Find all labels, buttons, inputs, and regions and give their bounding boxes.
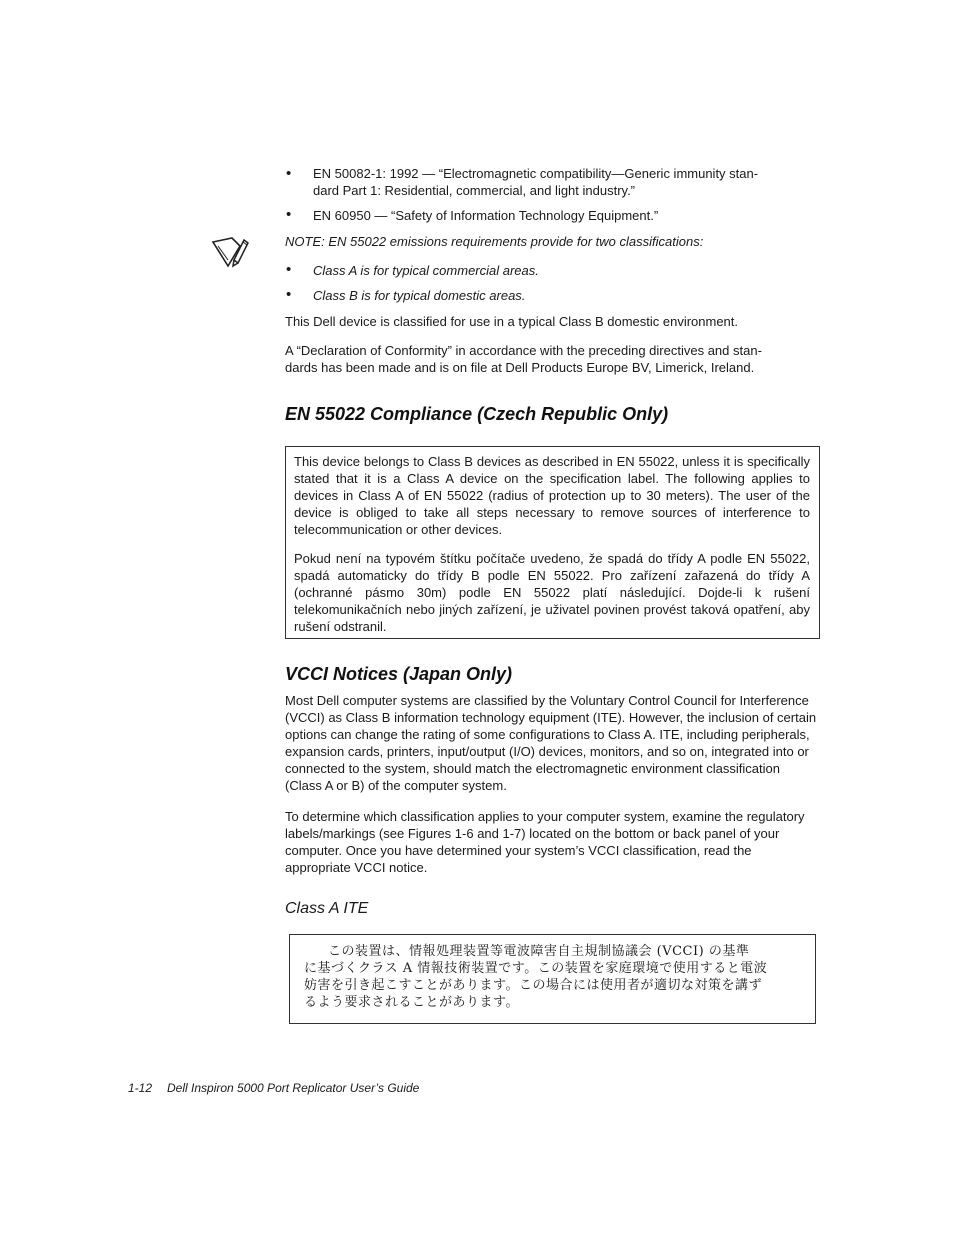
- list-item: [313, 207, 813, 224]
- class-b-paragraph: This Dell device is classified for use in a typical Class B domestic environment.: [285, 314, 739, 329]
- english-notice-text: This device belongs to Class B devices as described in EN 55022, unless it is specifically stated that it is a Class A device on the specification label. The following applies to devices in Class A of EN 55022 (radius of protection up to 30 meters). The user of the device is obliged to take all steps necessary to remove sources of interference to telecommunication or other devices.: [294, 454, 810, 537]
- class-a-heading: Class A ITE: [285, 900, 369, 917]
- note-text: NOTE: EN 55022 emissions requirements provide for two classifications:: [285, 234, 704, 249]
- paragraph-line: dards has been made and is on file at Dell Products Europe BV, Limerick, Ireland.: [285, 360, 755, 375]
- note-list-item: Class B is for typical domestic areas.: [313, 288, 526, 303]
- vcci-paragraph-1: Most Dell computer systems are classified by the Voluntary Control Council for Interference (VCCI) as Class B information technology equipment (ITE). However, the inclusion of certain options can change the rating of some configurations to Class A. ITE, including peripherals, expansion cards, printers, input/output (I/O) devices, monitors, and so on, integrated into or connected to the system, should match the electromagnetic environment classification (Class A or B) of the computer system.: [285, 693, 817, 793]
- vcci-paragraph-2: To determine which classification applies to your computer system, examine the regulatory labels/markings (see Figures 1-6 and 1-7) located on the bottom or back panel of your computer. Once you have determined your system’s VCCI classification, read the appropriate VCCI notice.: [285, 809, 805, 875]
- note-list-item: Class A is for typical commercial areas.: [313, 263, 539, 278]
- footer-title: Dell Inspiron 5000 Port Replicator User’s Guide: [167, 1081, 420, 1095]
- japanese-notice-line: るよう要求されることがあります。: [304, 995, 519, 1010]
- declaration-paragraph: [285, 342, 825, 376]
- czech-notice-text: Pokud není na typovém štítku počítače uvedeno, že spadá do třídy A podle EN 55022, spadá automaticky do třídy B podle EN 55022. Pro zařízení zařazená do třídy A (ochranné pásmo 30m) podle EN 55022 platí následující. Dojde-li k rušení telekomunikačních nebo jiných zařízení, je uživatel povinen provést taková opatření, aby rušení odstranil.: [294, 551, 810, 634]
- bullet-marker: •: [286, 286, 292, 303]
- bullet-marker: •: [286, 261, 292, 278]
- paragraph-line: A “Declaration of Conformity” in accordance with the preceding directives and stan-: [285, 343, 762, 358]
- list-item-line: EN 60950 — “Safety of Information Technology Equipment.”: [313, 208, 659, 223]
- czech-notice-box: [285, 446, 820, 639]
- page-number: 1-12: [128, 1081, 153, 1095]
- note-pencil-icon: [210, 234, 250, 270]
- list-item-line: dard Part 1: Residential, commercial, and light industry.”: [313, 183, 636, 198]
- list-item-line: EN 50082-1: 1992 — “Electromagnetic compatibility—Generic immunity stan-: [313, 166, 759, 181]
- bullet-marker: •: [286, 206, 292, 223]
- japanese-notice-line: この装置は、情報処理装置等電波障害自主規制協議会 (VCCI) の基準: [328, 944, 750, 959]
- vcci-section-heading: VCCI Notices (Japan Only): [285, 664, 513, 684]
- bullet-marker: •: [286, 165, 292, 182]
- japanese-notice-line: 妨害を引き起こすことがあります。この場合には使用者が適切な対策を講ず: [304, 978, 762, 993]
- japanese-notice-line: に基づくクラス A 情報技術装置です。この装置を家庭環境で使用すると電波: [304, 961, 768, 976]
- list-item: [313, 165, 813, 199]
- czech-section-heading: EN 55022 Compliance (Czech Republic Only): [285, 404, 669, 424]
- japanese-notice-box: [289, 934, 816, 1024]
